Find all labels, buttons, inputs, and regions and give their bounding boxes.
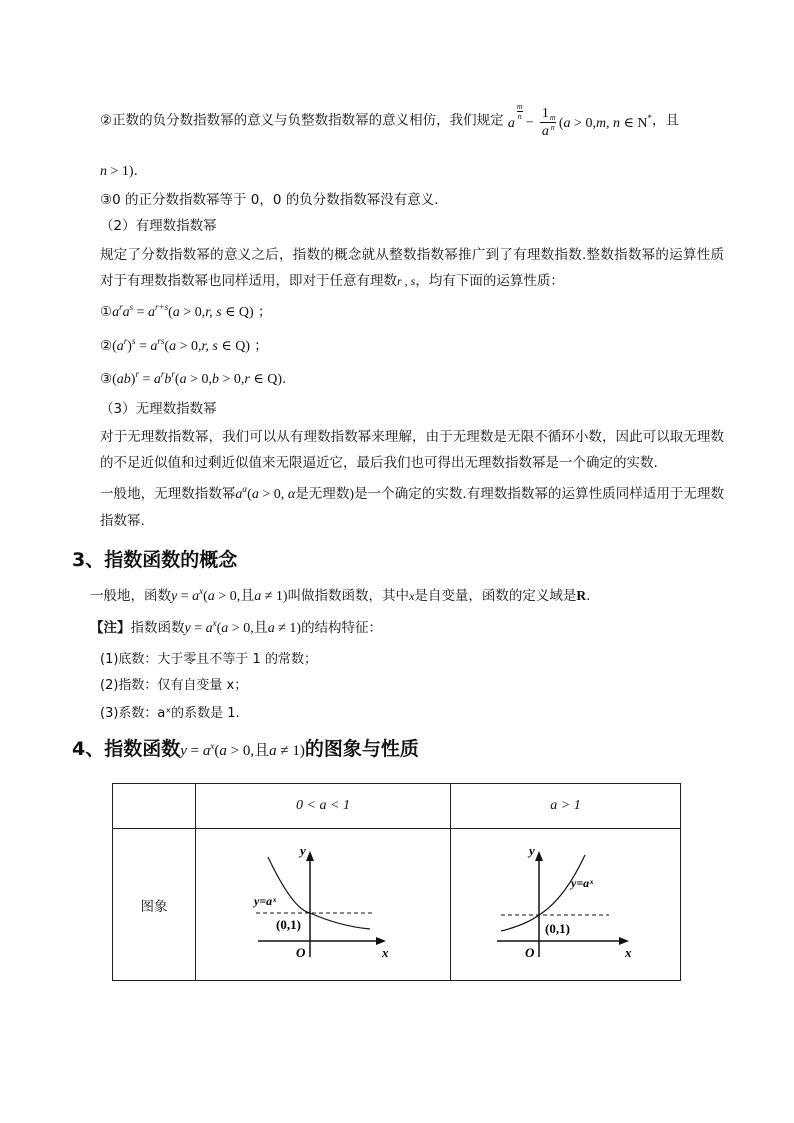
graph-cell-increasing <box>451 829 681 981</box>
item2-line <box>100 101 680 139</box>
point-label: (0,1) <box>544 920 570 936</box>
item2-suffix: ，且 <box>652 112 680 129</box>
point-label: (0,1) <box>276 916 301 932</box>
x-axis-arrow <box>376 937 386 945</box>
section-3-title: 3、指数函数的概念 <box>72 549 238 571</box>
rule-3: ③(ab)$^r$ = $a^rb^r(a > 0,b > 0,r$ ∈ Q). <box>100 369 287 387</box>
item3-line: ③0 的正分数指数幂等于 0，0 的负分数指数幂没有意义. <box>100 192 439 208</box>
decreasing-exponential-graph <box>248 845 398 965</box>
sub3-title: （3）无理数指数幂 <box>100 401 217 417</box>
header-a-less-than-1: 0 < a < 1 <box>196 784 451 829</box>
y-axis-arrow <box>306 851 314 861</box>
note-item: (3)系数：aˣ的系数是 1. <box>100 706 240 721</box>
exponential-curve <box>501 855 585 931</box>
section-4-title: 4、指数函数$y = a^x(a > 0$,且a ≠ 1)的图象与性质 <box>72 738 419 760</box>
sub2-paragraph: 规定了分数指数幂的意义之后，指数的概念就从整数指数幂推广到了有理数指数.整数指数幂的运算性质对于有理数指数幂也同样适用，即对于任意有理数r , s，均有下面的运算性质： <box>100 247 724 289</box>
row-label-graph: 图象 <box>113 829 196 981</box>
rule-1: $①a^ra^s = a^{r+s}(a > 0,r$, s ∈ Q) ； <box>100 302 272 320</box>
origin-label: O <box>524 944 534 960</box>
header-a-greater-than-1: a > 1 <box>451 784 681 829</box>
sub2-title: （2）有理数指数幂 <box>100 218 217 234</box>
y-axis-label: y <box>300 844 306 858</box>
note-item: (2)指数：仅有自变量 x； <box>100 678 248 693</box>
sec3-note: 【注】指数函数$y = a^x(a > 0$,且a ≠ 1)的结构特征： <box>90 618 383 636</box>
note-item: (1)底数：大于零且不等于 1 的常数； <box>100 652 317 667</box>
table-corner-cell <box>113 784 196 829</box>
rule-2: $②(a^r)^s = a^{rs}(a > 0,r$, s ∈ Q) ； <box>100 336 268 354</box>
increasing-exponential-graph <box>491 845 641 965</box>
sub3-paragraph-2: 一般地，无理数指数幂$a^\alpha(a > 0$, α是无理数)是一个确定的实数.有理数指数幂的运算性质同样适用于无理数指数幂. <box>100 484 724 529</box>
table-header-row <box>113 784 681 829</box>
properties-table <box>112 783 681 981</box>
x-axis-label: x <box>624 944 631 960</box>
sec3-definition: 一般地，函数$y = a^x(a > 0$,且a ≠ 1)叫做指数函数，其中x是自变量，函数的定义域是R. <box>90 586 591 604</box>
x-axis-label: x <box>382 944 389 960</box>
table-graph-row <box>113 829 681 981</box>
item2-continuation: n > 1). <box>100 163 138 179</box>
origin-label: O <box>296 944 306 960</box>
y-axis-label: y <box>528 844 535 858</box>
curve-label: y=aˣ <box>570 875 593 890</box>
fractional-power-formula: a m n − 1 a m n (a > 0,m, n ∈ N* <box>507 101 653 139</box>
x-axis-arrow <box>619 937 629 945</box>
sub3-paragraph: 对于无理数指数幂，我们可以从有理数指数幂来理解，由于无理数是无限不循环小数，因此可以取无理数的不足近似值和过剩近似值来无限逼近它，最后我们也可得出无理数指数幂是一个确定的实数. <box>100 429 724 471</box>
y-axis-arrow <box>535 851 543 861</box>
curve-label: y=aˣ <box>254 893 277 908</box>
graph-cell-decreasing <box>196 829 451 981</box>
item2-text: ②正数的负分数指数幂的意义与负整数指数幂的意义相仿，我们规定 <box>100 112 504 129</box>
